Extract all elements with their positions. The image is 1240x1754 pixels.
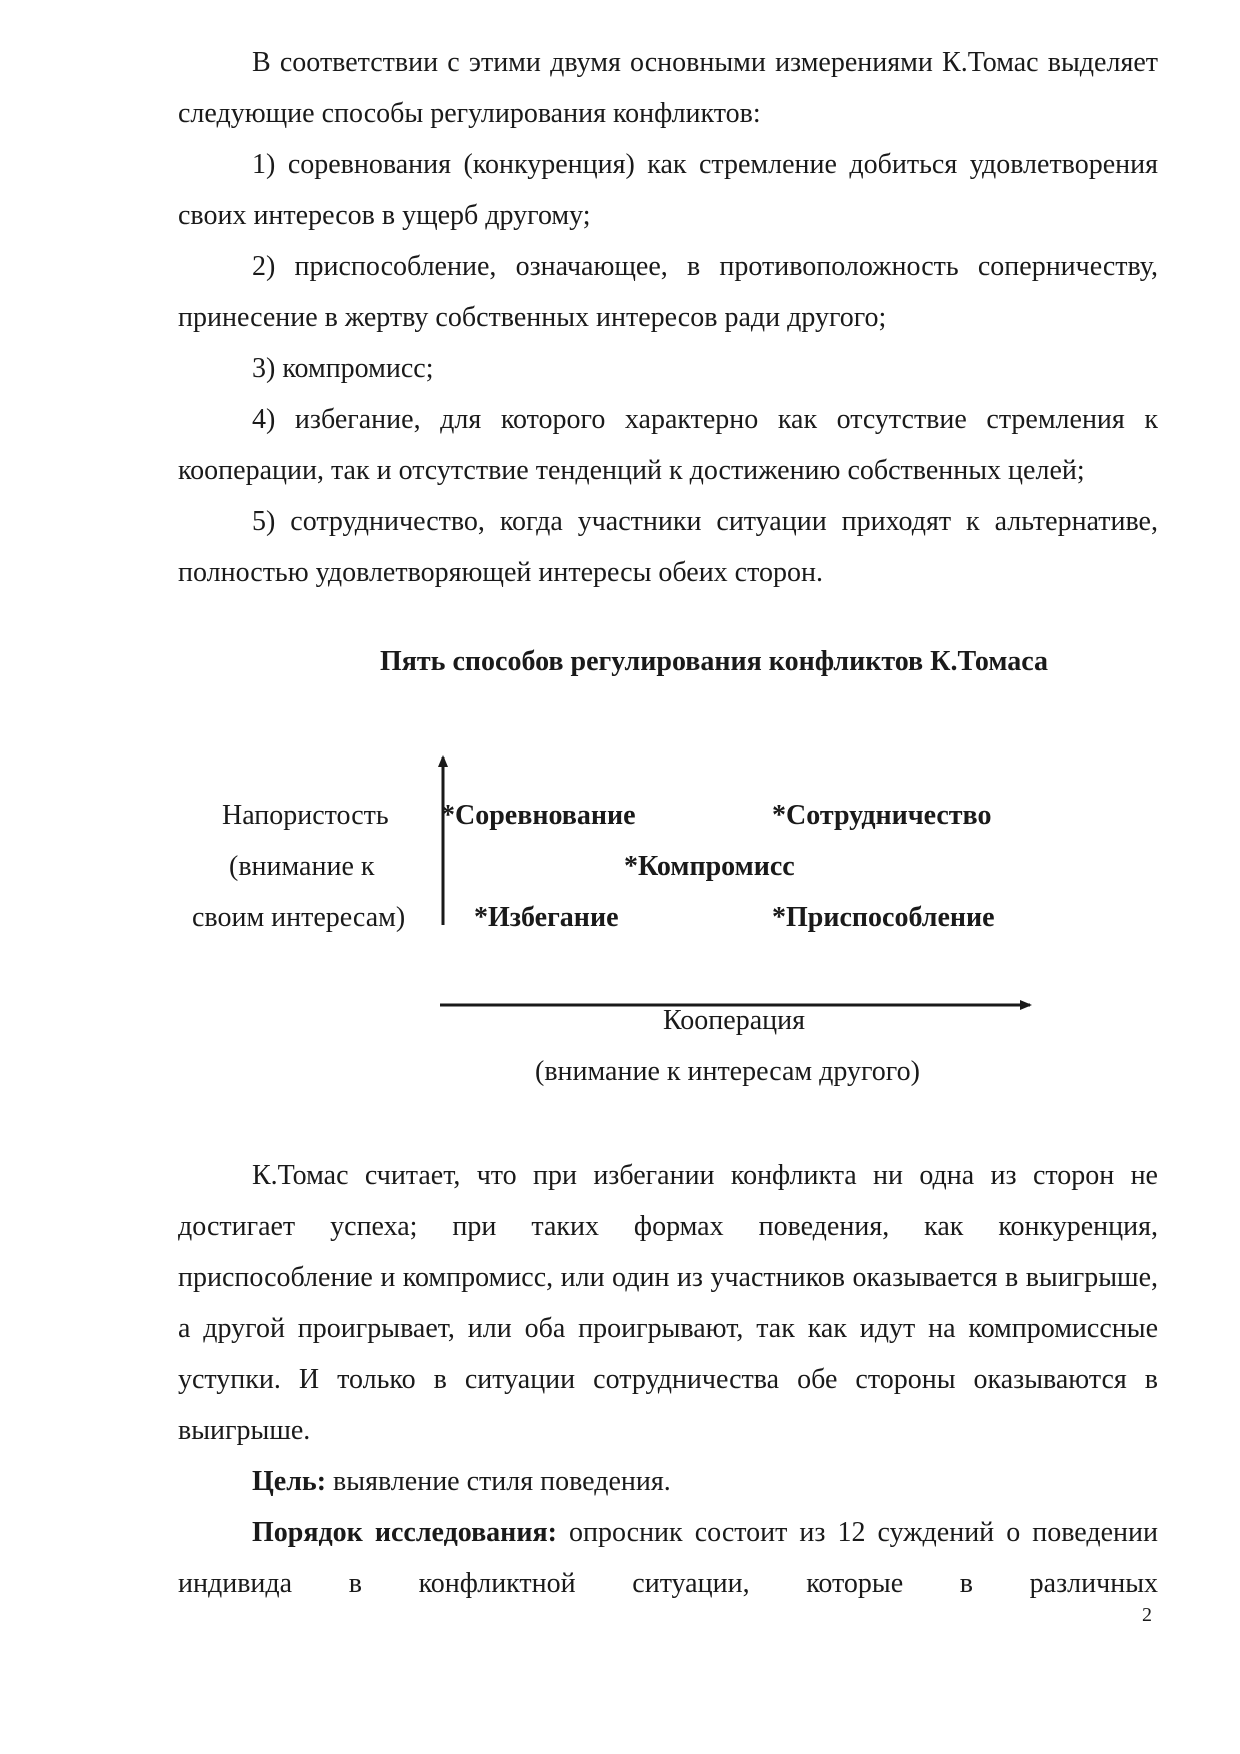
- procedure-label: Порядок исследования:: [252, 1517, 557, 1548]
- style-collaboration: *Сотрудничество: [772, 800, 992, 831]
- paragraph-intro: В соответствии с этими двумя основными измерениями К.Томас выделяет следующие способы регулирования конфликтов:: [178, 47, 1158, 129]
- paragraph-item-5: 5) сотрудничество, когда участники ситуации приходят к альтернативе, полностью удовлетворяющей интересы обеих сторон.: [178, 506, 1158, 588]
- paragraph-item-3: 3) компромисс;: [252, 353, 434, 384]
- diagram-title: Пять способов регулирования конфликтов К.Томаса: [380, 646, 1048, 677]
- y-axis-label-line-3: своим интересам): [192, 902, 406, 933]
- paragraph-item-2: 2) приспособление, означающее, в противоположность соперничеству, принесение в жертву собственных интересов ради другого;: [178, 251, 1158, 333]
- x-axis-label-line-2: (внимание к интересам другого): [535, 1056, 920, 1087]
- paragraph-conclusion: К.Томас считает, что при избегании конфликта ни одна из сторон не достигает успеха; при таких формах поведения, как конкуренция, приспособление и компромисс, или один из участников оказывается в выигрыше, а другой проигрывает, или оба проигрывают, так как идут на компромиссные уступки. И только в ситуации сотрудничества обе стороны оказываются в выигрыше.: [178, 1160, 1158, 1446]
- paragraph-item-4: 4) избегание, для которого характерно как отсутствие стремления к кооперации, так и отсутствие тенденций к достижению собственных целей;: [178, 404, 1158, 486]
- procedure-text: опросник состоит из 12 суждений о поведении индивида в конфликтной ситуации, которые в различных: [178, 1517, 1158, 1599]
- y-axis-label-line-1: Напористость: [222, 800, 389, 831]
- style-avoidance: *Избегание: [474, 902, 619, 933]
- goal-label: Цель:: [252, 1466, 327, 1497]
- paragraph-procedure: [178, 1507, 1158, 1609]
- y-axis-label-line-2: (внимание к: [229, 851, 375, 882]
- style-compromise: *Компромисс: [624, 851, 795, 882]
- goal-text: выявление стиля поведения.: [326, 1466, 671, 1497]
- page-number: 2: [1142, 1604, 1152, 1626]
- x-axis-label-line-1: Кооперация: [663, 1005, 805, 1036]
- style-accommodation: *Приспособление: [772, 902, 995, 933]
- paragraph-item-1: 1) соревнования (конкуренция) как стремление добиться удовлетворения своих интересов в ущерб другому;: [178, 149, 1158, 231]
- paragraph-goal: [178, 1456, 1158, 1507]
- style-competition: *Соревнование: [441, 800, 636, 831]
